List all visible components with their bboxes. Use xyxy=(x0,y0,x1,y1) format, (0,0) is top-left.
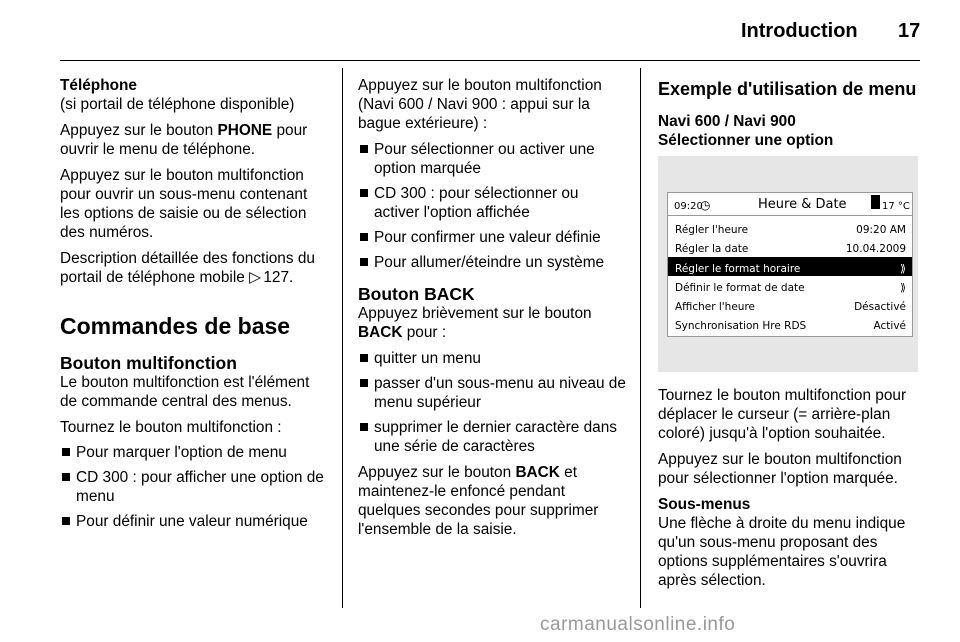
menu-row-value: 10.04.2009 xyxy=(845,243,906,255)
menu-row xyxy=(668,295,912,314)
page-header xyxy=(0,0,960,62)
navi-screen-illustration xyxy=(658,156,918,372)
navi-display xyxy=(667,192,913,337)
menu-row-label: Régler l'heure xyxy=(675,224,749,236)
section-title: Commandes de base xyxy=(60,313,291,339)
bullet-icon xyxy=(360,379,368,387)
press-paragraph: Appuyez sur le bouton multifonction (Navi 600 / Navi 900 : appui sur la bague extérieure) : xyxy=(358,77,602,132)
list-item xyxy=(358,184,626,222)
multifunction-paragraph-1: Le bouton multifonction est l'élément de commande central des menus. xyxy=(60,374,310,410)
list-item-text: Pour sélectionner ou activer une option marquée xyxy=(374,141,595,177)
bullet-icon xyxy=(360,354,368,362)
back-paragraph-1 xyxy=(358,304,626,342)
phone-key-label: PHONE xyxy=(217,122,273,139)
phone-paragraph-3 xyxy=(60,249,330,287)
menu-row xyxy=(668,218,912,237)
page-title: Introduction xyxy=(741,20,858,42)
text: Appuyez sur le bouton xyxy=(358,464,516,481)
text: Description détaillée des fonctions du portail de téléphone mobile xyxy=(60,250,315,286)
text: Appuyez brièvement sur le bouton xyxy=(358,305,592,322)
phone-icon xyxy=(871,195,880,209)
menu-row-value: Activé xyxy=(873,320,906,332)
list-item-text: passer d'un sous-menu au niveau de menu supérieur xyxy=(374,375,626,411)
text: pour ouvrir le menu de téléphone. xyxy=(60,122,308,158)
page-reference-icon: ▷ xyxy=(249,269,261,286)
clock-icon: ◷ xyxy=(700,198,711,212)
display-time: 09:20 xyxy=(674,201,703,212)
back-key-label: BACK xyxy=(515,464,560,481)
bullet-icon xyxy=(62,473,70,481)
submenu-arrow-icon: ⟫ xyxy=(900,282,906,294)
menu-row-label: Synchronisation Hre RDS xyxy=(675,320,807,332)
turn-explanation: Tournez le bouton multifonction pour déplacer le curseur (= arrière-plan coloré) jusqu'à l'option souhaitée. xyxy=(658,387,907,442)
menu-row xyxy=(668,237,912,256)
header-divider xyxy=(60,60,920,61)
submenu-arrow-icon: ⟫ xyxy=(900,263,906,275)
menu-row-label: Régler le format horaire xyxy=(675,263,801,275)
back-paragraph-2 xyxy=(358,463,626,539)
back-bullet-list xyxy=(358,349,626,456)
list-item-text: Pour confirmer une valeur définie xyxy=(374,229,601,246)
display-temperature: 17 °C xyxy=(882,201,910,212)
multifunction-heading: Bouton multifonction xyxy=(60,353,237,373)
list-item-text: quitter un menu xyxy=(374,350,481,367)
press-bullet-list xyxy=(358,140,626,272)
bullet-icon xyxy=(360,233,368,241)
menu-row-label: Définir le format de date xyxy=(675,282,805,294)
select-option-subheading: Sélectionner une option xyxy=(658,132,834,149)
menu-row xyxy=(668,314,912,333)
bullet-icon xyxy=(360,145,368,153)
bullet-icon xyxy=(360,189,368,197)
back-key-label: BACK xyxy=(358,324,403,341)
back-heading: Bouton BACK xyxy=(358,284,475,304)
column-3 xyxy=(658,78,920,597)
submenu-paragraph: Une flèche à droite du menu indique qu'un sous-menu proposant des options supplémentaires s'ouvrira après sélection. xyxy=(658,515,906,589)
bullet-icon xyxy=(62,517,70,525)
list-item xyxy=(60,468,330,506)
turn-bullet-list xyxy=(60,443,330,531)
menu-row-selected xyxy=(668,257,912,276)
list-item-text: Pour marquer l'option de menu xyxy=(76,444,287,461)
list-item xyxy=(358,253,626,272)
text: Appuyez sur le bouton xyxy=(60,122,218,139)
column-divider-1 xyxy=(342,68,343,608)
text: et maintenez-le enfoncé pendant quelques secondes pour supprimer l'ensemble de la saisie. xyxy=(358,464,599,538)
list-item xyxy=(60,512,330,531)
phone-paragraph-1 xyxy=(60,121,330,159)
submenu-heading: Sous-menus xyxy=(658,496,751,513)
list-item xyxy=(358,140,626,178)
list-item-text: Pour allumer/éteindre un système xyxy=(374,254,605,271)
list-item-text: supprimer le dernier caractère dans une série de caractères xyxy=(374,419,617,455)
menu-row-value: 09:20 AM xyxy=(856,224,906,236)
text: pour : xyxy=(402,324,447,341)
page-number: 17 xyxy=(898,20,921,42)
phone-heading: Téléphone xyxy=(60,77,137,94)
navi-model-subheading: Navi 600 / Navi 900 xyxy=(658,113,796,130)
menu-row-label: Afficher l'heure xyxy=(675,301,755,313)
multifunction-paragraph-2: Tournez le bouton multifonction : xyxy=(60,419,282,436)
list-item-text: CD 300 : pour sélectionner ou activer l'option affichée xyxy=(374,185,579,221)
list-item xyxy=(60,443,330,462)
list-item-text: CD 300 : pour afficher une option de menu xyxy=(76,469,324,505)
example-heading: Exemple d'utilisation de menu xyxy=(658,79,917,99)
list-item xyxy=(358,374,626,412)
phone-paragraph-2: Appuyez sur le bouton multifonction pour ouvrir un sous-menu contenant les options de saisie ou de sélection des numéros. xyxy=(60,167,308,241)
watermark: carmanualsonline.info xyxy=(540,614,736,635)
display-title: Heure & Date xyxy=(758,197,847,212)
list-item-text: Pour définir une valeur numérique xyxy=(76,513,308,530)
list-item xyxy=(358,349,626,368)
menu-row xyxy=(668,276,912,295)
press-explanation: Appuyez sur le bouton multifonction pour sélectionner l'option marquée. xyxy=(658,451,902,487)
column-divider-2 xyxy=(640,68,641,608)
page-reference: 127. xyxy=(259,269,294,286)
menu-row-label: Régler la date xyxy=(675,243,749,255)
list-item xyxy=(358,228,626,247)
list-item xyxy=(358,418,626,456)
menu-row-value: Désactivé xyxy=(854,301,906,313)
display-status-bar xyxy=(668,193,912,216)
column-1 xyxy=(60,76,330,538)
bullet-icon xyxy=(62,448,70,456)
bullet-icon xyxy=(360,258,368,266)
phone-subtitle: (si portail de téléphone disponible) xyxy=(60,96,295,113)
column-2 xyxy=(358,76,626,546)
bullet-icon xyxy=(360,423,368,431)
